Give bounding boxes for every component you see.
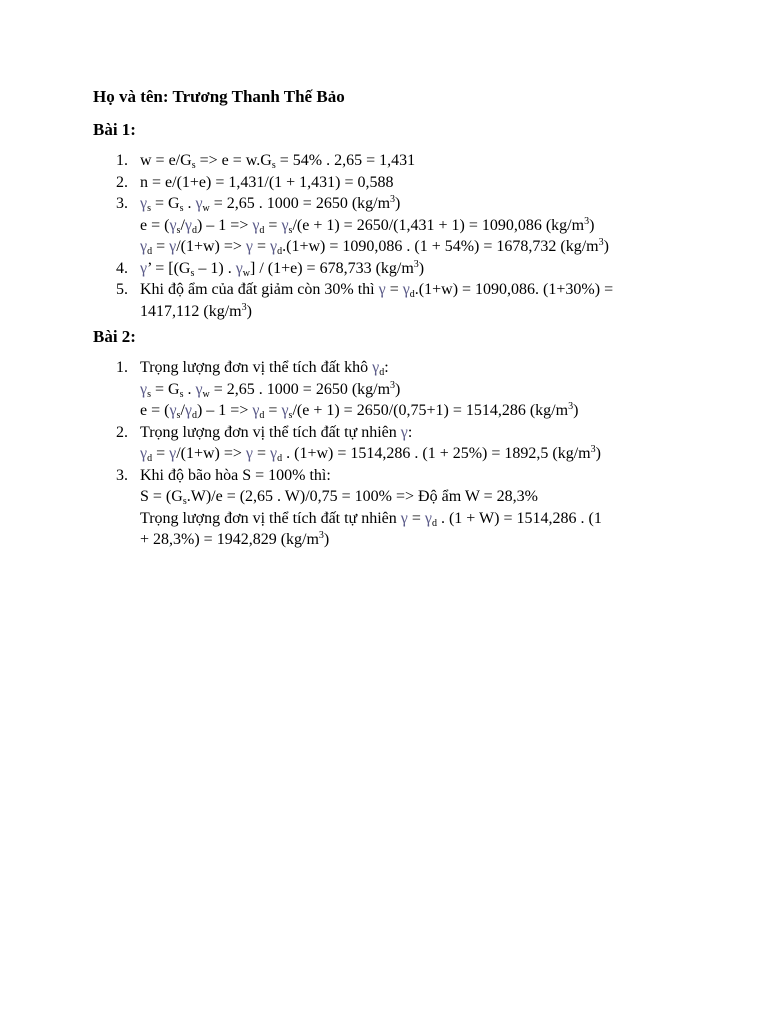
formula-line: $S = (G_s.W)/e = (2,65$ . W)/0,75 = 100% => Độ ẩm W = 28,3% [140,488,539,507]
list-item [116,150,676,172]
list-item [116,258,676,280]
formula-line: Trọng lượng đơn vị thể tích đất tự nhiên γ: [140,423,413,441]
formula-line: 1417,112 $(kg/m^3)$ [140,301,252,320]
list-item [116,193,676,258]
exercise-1-solution-list [116,150,676,322]
list-item [116,172,676,194]
formula-line: Trọng lượng đơn vị thể tích đất tự nhiên $\gamma = \gamma_d$ . (1 + W) = 1514,286 . (1 [140,509,602,529]
list-item-number: 2. [116,173,128,191]
formula-line: + 28,3%) = 1942,829 $(kg/m^3)$ [140,530,330,548]
formula-line: $e = (\gamma_s/\gamma_d) - 1 => \gamma_d = \gamma_s/(e + 1) = 2650/(0,75+1) = 1514,286$ $(kg/m^3)$ [140,401,579,421]
list-item-number: 3. [116,195,128,212]
formula-line: γ’ = [$(G_s - 1)$ . $\gamma_w] / (1+e) = 678,733$ $(kg/m^3)$ [140,258,425,279]
list-item-number: 3. [116,466,128,484]
formula-line: Trọng lượng đơn vị thể tích đất khô $\gamma_d$: [140,359,389,378]
list-item [116,279,676,322]
formula-line: $e = (\gamma_s/\gamma_d) - 1 => \gamma_d = \gamma_s/(e + 1) = 2650/(1,431 + 1) = 1090,086$ $(kg/m^3)$ [140,215,595,236]
list-item-number: 2. [116,423,128,441]
formula-line: Khi độ ẩm của đất giảm còn 30% thì $\gamma = \gamma_d.(1+w) = 1090,086$. (1+30%) = [140,281,614,300]
formula-line: $\gamma_s = G_s$ . $\gamma_w = 2,65$ . 1000 = 2650 $(kg/m^3)$ [140,194,401,214]
list-item [116,465,676,551]
formula-line: Khi độ bão hòa S = 100% thì: [140,466,331,484]
exercise-2-solution-list [116,357,676,551]
exercise-2-heading: Bài 2: [93,327,136,346]
list-item-number: 1. [116,152,128,169]
list-item-number: 1. [116,359,128,376]
list-item-number: 5. [116,281,128,298]
list-item [116,357,676,422]
formula-line: $\gamma_d = \gamma/(1+w) => \gamma = \gamma_d.(1+w) = 1090,086$ . (1 + 54%) = 1678,732 $(kg/m^3)$ [140,237,609,257]
formula-line: $\gamma_s = G_s$ . $\gamma_w = 2,65$ . 1000 = 2650 $(kg/m^3)$ [140,379,401,400]
formula-line: $w = e/G_s => e = w.G_s = 54\%$ . 2,65 = 1,431 [140,152,416,171]
exercise-1-heading: Bài 1: [93,120,136,139]
list-item-number: 4. [116,259,128,277]
formula-line: $\gamma_d = \gamma/(1+w) => \gamma = \gamma_d$ . (1+w) = 1514,286 . (1 + 25%) = 1892,5 $(kg/m^3)$ [140,444,601,464]
formula-line: n = e/(1+e) = 1,431/(1 + 1,431) = 0,588 [140,173,394,191]
list-item [116,422,676,465]
student-name-line: Họ và tên: Trương Thanh Thế Bảo [93,87,345,106]
